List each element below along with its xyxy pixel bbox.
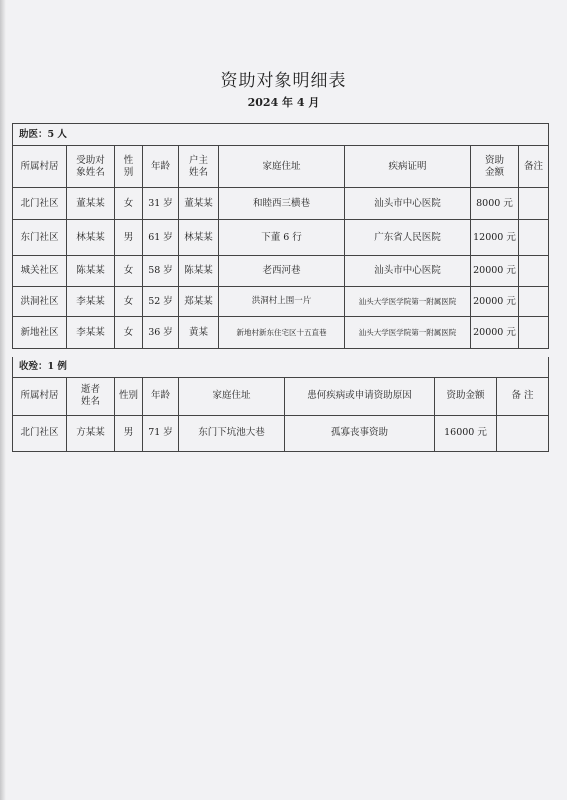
table-row <box>13 415 549 451</box>
cell-age: 36 岁 <box>143 317 179 349</box>
table-row <box>13 256 549 287</box>
document-title: 资助对象明细表 <box>220 71 347 91</box>
cell-village: 洪洞社区 <box>13 287 67 317</box>
burial-aid-section-row <box>13 357 549 377</box>
cell-address: 新地村新东住宅区十五直巷 <box>219 317 345 349</box>
cell-address: 下董 6 行 <box>219 220 345 256</box>
cell-name: 陈某某 <box>67 256 115 287</box>
table-row <box>13 188 549 220</box>
col-header-address: 家庭住址 <box>219 146 345 188</box>
cell-gender: 男 <box>115 220 143 256</box>
burial-aid-section-label: 收殓：1 例 <box>13 357 549 377</box>
col-header-note: 备注 <box>519 146 549 188</box>
col-header-gender: 性别 <box>115 377 143 415</box>
cell-household-head: 董某某 <box>179 188 219 220</box>
cell-age: 58 岁 <box>143 256 179 287</box>
cell-amount: 20000 元 <box>471 256 519 287</box>
col-header-gender: 性别 <box>115 146 143 188</box>
cell-amount: 16000 元 <box>435 415 497 451</box>
cell-household-head: 黄某 <box>179 317 219 349</box>
col-header-village: 所属村居 <box>13 146 67 188</box>
cell-age: 52 岁 <box>143 287 179 317</box>
cell-village: 北门社区 <box>13 188 67 220</box>
cell-amount: 12000 元 <box>471 220 519 256</box>
cell-amount: 20000 元 <box>471 287 519 317</box>
col-header-recipient-name: 受助对象姓名 <box>67 146 115 188</box>
col-header-age: 年龄 <box>143 377 179 415</box>
medical-aid-section-label: 助医：5 人 <box>13 124 549 146</box>
cell-village: 城关社区 <box>13 256 67 287</box>
cell-amount: 20000 元 <box>471 317 519 349</box>
cell-name: 李某某 <box>67 317 115 349</box>
col-header-address: 家庭住址 <box>179 377 285 415</box>
cell-household-head: 郑某某 <box>179 287 219 317</box>
table-row <box>13 220 549 256</box>
table-row <box>13 317 549 349</box>
cell-gender: 女 <box>115 256 143 287</box>
cell-village: 东门社区 <box>13 220 67 256</box>
table-row <box>13 287 549 317</box>
cell-amount: 8000 元 <box>471 188 519 220</box>
cell-medical-proof: 汕头市中心医院 <box>345 256 471 287</box>
cell-age: 31 岁 <box>143 188 179 220</box>
document-subtitle: 2024 年 4 月 <box>247 96 320 109</box>
col-header-amount: 资助金额 <box>471 146 519 188</box>
medical-aid-header-row <box>13 146 549 188</box>
cell-gender: 女 <box>115 188 143 220</box>
cell-reason: 孤寡丧事资助 <box>285 415 435 451</box>
cell-gender: 男 <box>115 415 143 451</box>
col-header-note: 备 注 <box>497 377 549 415</box>
cell-gender: 女 <box>115 287 143 317</box>
cell-note <box>519 256 549 287</box>
cell-age: 61 岁 <box>143 220 179 256</box>
cell-note <box>519 220 549 256</box>
cell-household-head: 林某某 <box>179 220 219 256</box>
cell-note <box>519 317 549 349</box>
cell-household-head: 陈某某 <box>179 256 219 287</box>
cell-address: 和睦西三横巷 <box>219 188 345 220</box>
medical-aid-section-row <box>13 124 549 146</box>
cell-age: 71 岁 <box>143 415 179 451</box>
col-header-village: 所属村居 <box>13 377 67 415</box>
cell-gender: 女 <box>115 317 143 349</box>
cell-name: 方某某 <box>67 415 115 451</box>
burial-aid-header-row <box>13 377 549 415</box>
col-header-household-head: 户主姓名 <box>179 146 219 188</box>
col-header-amount: 资助金额 <box>435 377 497 415</box>
col-header-medical-proof: 疾病证明 <box>345 146 471 188</box>
cell-note <box>519 287 549 317</box>
cell-medical-proof: 汕头大学医学院第一附属医院 <box>345 317 471 349</box>
medical-aid-table <box>12 123 549 349</box>
cell-address: 老西河巷 <box>219 256 345 287</box>
scan-edge-left <box>0 0 6 800</box>
cell-name: 李某某 <box>67 287 115 317</box>
cell-village: 北门社区 <box>13 415 67 451</box>
cell-name: 林某某 <box>67 220 115 256</box>
cell-address: 洪洞村上围一片 <box>219 287 345 317</box>
burial-aid-table <box>12 357 549 452</box>
cell-note <box>519 188 549 220</box>
col-header-age: 年龄 <box>143 146 179 188</box>
cell-name: 董某某 <box>67 188 115 220</box>
cell-village: 新地社区 <box>13 317 67 349</box>
cell-medical-proof: 汕头大学医学院第一附属医院 <box>345 287 471 317</box>
cell-medical-proof: 广东省人民医院 <box>345 220 471 256</box>
col-header-deceased-name: 逝者姓名 <box>67 377 115 415</box>
col-header-reason: 患何疾病或申请资助原因 <box>285 377 435 415</box>
cell-medical-proof: 汕头市中心医院 <box>345 188 471 220</box>
cell-note <box>497 415 549 451</box>
cell-address: 东门下坑池大巷 <box>179 415 285 451</box>
